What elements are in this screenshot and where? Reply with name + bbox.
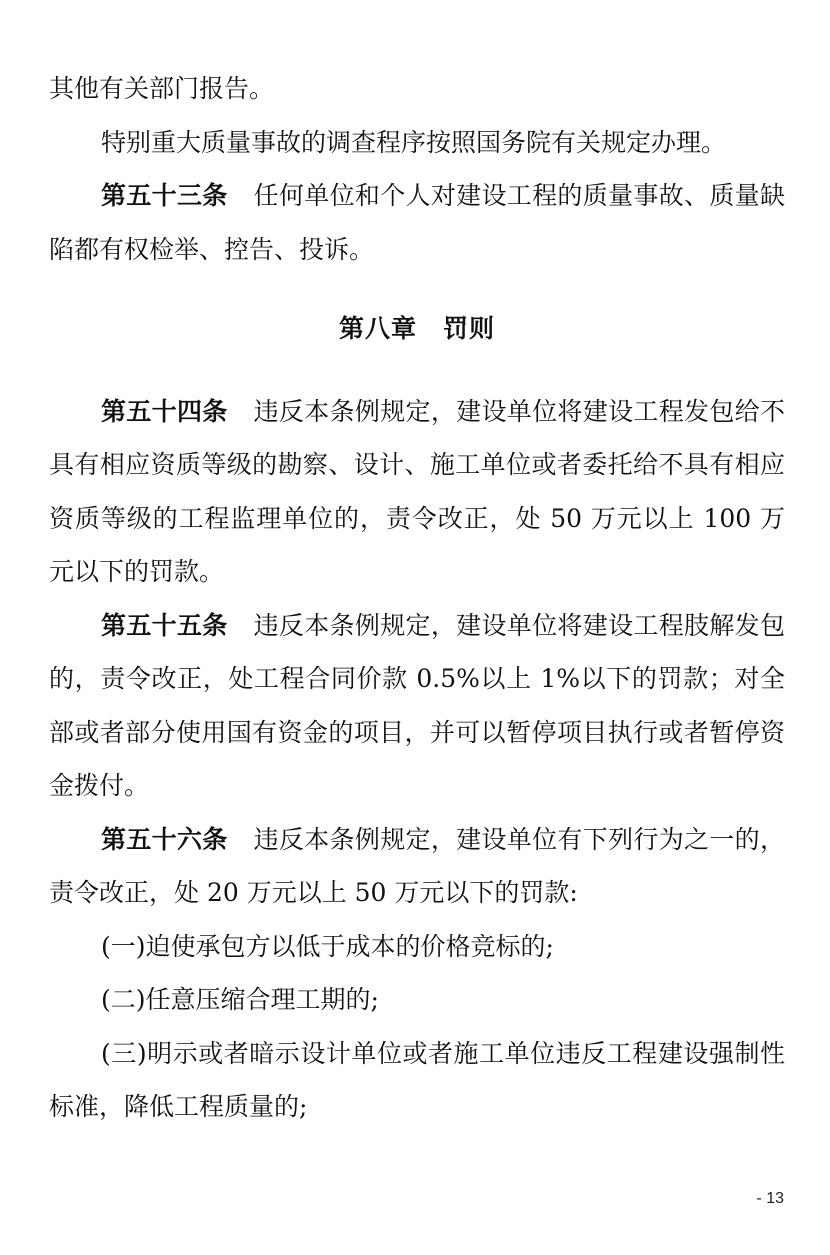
article-55-number: 第五十五条 <box>101 610 228 640</box>
article-54-text: 违反本条例规定，建设单位将建设工程发包给不具有相应资质等级的勘察、设计、施工单位或者委托给不具有相应资质等级的工程监理单位的，责令改正，处 50 万元以上 100 万元以下的罚款。 <box>49 396 785 586</box>
document-page <box>49 62 785 1134</box>
article-53-text: 任何单位和个人对建设工程的质量事故、质量缺陷都有权检举、控告、投诉。 <box>49 181 785 264</box>
list-item-1: (一)迫使承包方以低于成本的价格竞标的; <box>101 931 554 961</box>
article-53-number: 第五十三条 <box>101 181 228 210</box>
article-54-number: 第五十四条 <box>101 396 228 426</box>
list-item-3: (三)明示或者暗示设计单位或者施工单位违反工程建设强制性标准，降低工程质量的; <box>49 1038 785 1121</box>
article-56 <box>49 813 785 920</box>
paragraph-continuation: 其他有关部门报告。 <box>49 74 275 103</box>
article-55 <box>49 599 785 813</box>
article-55-text: 违反本条例规定，建设单位将建设工程肢解发包的，责令改正，处工程合同价款 0.5%以上 1%以下的罚款；对全部或者部分使用国有资金的项目，并可以暂停项目执行或者暂停资金拨付。 <box>49 610 785 800</box>
chapter-heading: 第八章 罚则 <box>338 314 495 343</box>
list-item-2: (二)任意压缩合理工期的; <box>101 985 379 1014</box>
paragraph-investigation: 特别重大质量事故的调查程序按照国务院有关规定办理。 <box>101 127 727 157</box>
article-56-number: 第五十六条 <box>101 824 228 854</box>
article-53 <box>49 169 785 276</box>
page-number: - 13 <box>756 1190 784 1207</box>
article-56-text: 违反本条例规定，建设单位有下列行为之一的，责令改正，处 20 万元以上 50 万元以下的罚款: <box>49 824 785 907</box>
article-54 <box>49 385 785 599</box>
